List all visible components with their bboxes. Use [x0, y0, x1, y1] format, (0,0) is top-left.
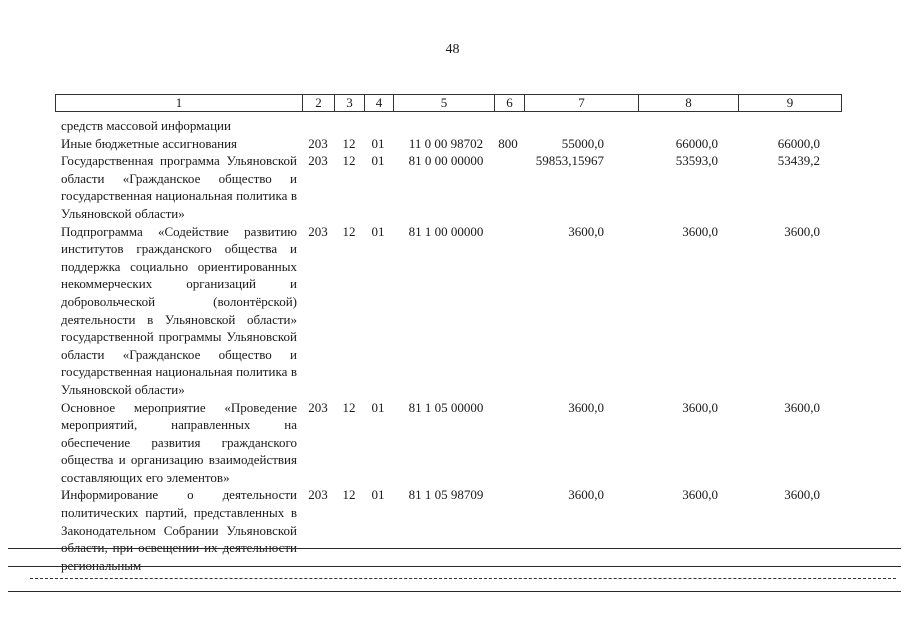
- row-code-2: 203: [308, 135, 328, 151]
- row-amount-8: 3600,0: [682, 399, 718, 415]
- row-amount-7: 3600,0: [568, 223, 604, 239]
- table-row: [0, 117, 905, 135]
- header-col-9: 9: [739, 95, 842, 112]
- row-amount-9: 66000,0: [777, 135, 820, 151]
- row-name: средств массовой информации: [61, 118, 231, 133]
- row-code-3: 12: [342, 135, 356, 151]
- scan-dashed-line: [30, 578, 896, 579]
- row-code-5: 11 0 00 98702: [408, 135, 484, 151]
- row-amount-7: 59853,15967: [535, 153, 604, 169]
- row-code-4: 01: [371, 487, 385, 503]
- row-code-5: 81 1 05 00000: [408, 399, 484, 415]
- row-code-4: 01: [371, 399, 385, 415]
- row-amount-8: 3600,0: [682, 487, 718, 503]
- table-row: [0, 399, 905, 487]
- row-code-5: 81 1 00 00000: [408, 223, 484, 239]
- header-col-1: 1: [56, 95, 303, 112]
- row-code-2: 203: [308, 487, 328, 503]
- row-amount-7: 55000,0: [561, 135, 604, 151]
- column-number-header: [55, 94, 842, 112]
- row-amount-9: 53439,2: [777, 153, 820, 169]
- row-amount-9: 3600,0: [784, 487, 820, 503]
- row-amount-7: 3600,0: [568, 487, 604, 503]
- row-code-4: 01: [371, 135, 385, 151]
- row-code-2: 203: [308, 223, 328, 239]
- row-code-4: 01: [371, 153, 385, 169]
- scan-line: [8, 591, 901, 592]
- row-code-3: 12: [342, 223, 356, 239]
- header-col-3: 3: [335, 95, 365, 112]
- row-name: Иные бюджетные ассигнования: [61, 135, 238, 151]
- table-row: [0, 135, 905, 153]
- header-col-4: 4: [365, 95, 394, 112]
- row-code-3: 12: [342, 487, 356, 503]
- header-col-5: 5: [394, 95, 495, 112]
- row-amount-8: 3600,0: [682, 223, 718, 239]
- table-row: [0, 486, 905, 574]
- header-col-2: 2: [303, 95, 335, 112]
- page-number: 48: [445, 42, 460, 57]
- row-code-4: 01: [371, 223, 385, 239]
- row-code-3: 12: [342, 153, 356, 169]
- scan-line: [8, 566, 901, 567]
- header-col-8: 8: [639, 95, 739, 112]
- row-amount-8: 53593,0: [675, 153, 718, 169]
- header-col-7: 7: [525, 95, 639, 112]
- row-amount-9: 3600,0: [784, 399, 820, 415]
- row-code-2: 203: [308, 153, 328, 169]
- budget-table-body: [0, 117, 905, 574]
- row-code-5: 81 0 00 00000: [408, 153, 484, 169]
- row-amount-9: 3600,0: [784, 223, 820, 239]
- header-col-6: 6: [495, 95, 525, 112]
- table-row: [0, 223, 905, 399]
- row-code-2: 203: [308, 399, 328, 415]
- row-name: Информирование о деятельности политических партий, представленных в Законодательном Собрании Ульяновской области, при освещении их деятельности региональным: [61, 487, 297, 573]
- table-row: [0, 152, 905, 222]
- row-name: Подпрограмма «Содействие развитию институтов гражданского общества и поддержка социально ориентированных некоммерческих организаций и добровольческой (волонтёрской) деятельности в Ульяновской области» государственной программы Ульяновской области «Гражданское общество и государственная национальная политика в Ульяновской области»: [61, 223, 297, 397]
- scan-line: [8, 548, 901, 549]
- row-code-6: 800: [498, 135, 518, 151]
- row-name: Основное мероприятие «Проведение мероприятий, направленных на обеспечение развития гражданского общества и организацию взаимодействия составляющих его элементов»: [61, 399, 297, 485]
- row-code-5: 81 1 05 98709: [408, 487, 484, 503]
- row-amount-7: 3600,0: [568, 399, 604, 415]
- row-code-3: 12: [342, 399, 356, 415]
- row-name: Государственная программа Ульяновской области «Гражданское общество и государственная национальная политика в Ульяновской области»: [61, 153, 297, 221]
- row-amount-8: 66000,0: [675, 135, 718, 151]
